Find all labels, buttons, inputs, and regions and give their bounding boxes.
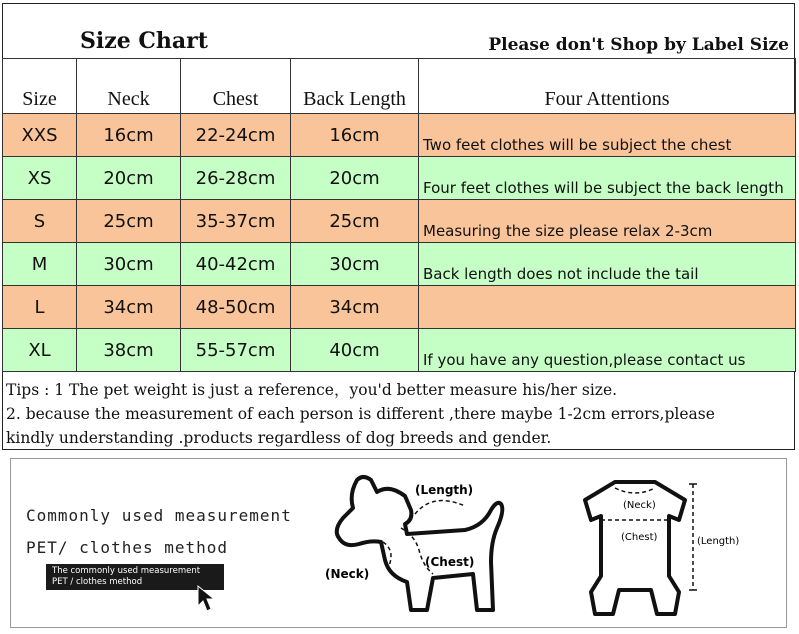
size-cell: XS (3, 157, 77, 200)
back-length-cell: 30cm (291, 243, 419, 286)
neck-cell: 34cm (77, 286, 181, 329)
table-row (3, 200, 796, 243)
tips-line-2: 2. because the measurement of each person is different ,there maybe 1-2cm errors,please (6, 405, 715, 423)
back-length-cell: 16cm (291, 114, 419, 157)
table-row (3, 329, 796, 372)
table-row (3, 243, 796, 286)
size-table (2, 58, 796, 372)
back-length-cell: 40cm (291, 329, 419, 372)
shirt-neck-label: (Neck) (623, 500, 656, 511)
dog-measurement-diagram (315, 470, 525, 620)
column-header-chest: Chest (181, 59, 291, 114)
shirt-measurement-diagram (575, 472, 755, 622)
table-row (3, 114, 796, 157)
column-header-back-length: Back Length (291, 59, 419, 114)
attention-note: If you have any question,please contact us (419, 329, 796, 372)
table-row (3, 286, 796, 329)
tips-block (6, 378, 791, 450)
tips-line-1: Tips : 1 The pet weight is just a reference，you'd better measure his/her size. (6, 381, 618, 399)
badge-line-2: PET / clothes method (52, 577, 143, 587)
chest-cell: 22-24cm (181, 114, 291, 157)
attention-note: Measuring the size please relax 2-3cm (419, 200, 796, 243)
back-length-cell: 25cm (291, 200, 419, 243)
size-cell: XL (3, 329, 77, 372)
size-cell: S (3, 200, 77, 243)
neck-cell: 25cm (77, 200, 181, 243)
page-title: Size Chart (80, 28, 208, 54)
back-length-cell: 34cm (291, 286, 419, 329)
size-cell: L (3, 286, 77, 329)
tips-line-3: kindly understanding .products regardless of dog breeds and gender. (6, 429, 552, 447)
shirt-length-label: (Length) (697, 536, 740, 547)
neck-cell: 20cm (77, 157, 181, 200)
neck-cell: 38cm (77, 329, 181, 372)
shirt-chest-label: (Chest) (621, 532, 658, 543)
attention-note: Two feet clothes will be subject the chest (419, 114, 796, 157)
size-cell: XXS (3, 114, 77, 157)
chest-cell: 48-50cm (181, 286, 291, 329)
column-header-four-attentions: Four Attentions (419, 59, 796, 114)
chest-cell: 35-37cm (181, 200, 291, 243)
table-header-row (3, 59, 796, 114)
dog-length-label: (Length) (415, 483, 474, 497)
back-length-cell: 20cm (291, 157, 419, 200)
chest-cell: 40-42cm (181, 243, 291, 286)
attention-note (419, 286, 796, 329)
neck-cell: 16cm (77, 114, 181, 157)
arrow-cursor-icon (196, 584, 220, 614)
attention-note: Back length does not include the tail (419, 243, 796, 286)
method-heading: Commonly used measurement (26, 506, 292, 525)
chest-cell: 26-28cm (181, 157, 291, 200)
badge-line-1: The commonly used measurement (52, 566, 201, 576)
chest-cell: 55-57cm (181, 329, 291, 372)
attention-note: Four feet clothes will be subject the back length (419, 157, 796, 200)
dog-neck-label: (Neck) (325, 567, 370, 581)
label-size-notice: Please don't Shop by Label Size (488, 35, 789, 55)
method-subheading: PET/ clothes method (26, 538, 229, 557)
neck-cell: 30cm (77, 243, 181, 286)
table-row (3, 157, 796, 200)
column-header-size: Size (3, 59, 77, 114)
size-cell: M (3, 243, 77, 286)
column-header-neck: Neck (77, 59, 181, 114)
dog-chest-label: (Chest) (425, 555, 475, 569)
